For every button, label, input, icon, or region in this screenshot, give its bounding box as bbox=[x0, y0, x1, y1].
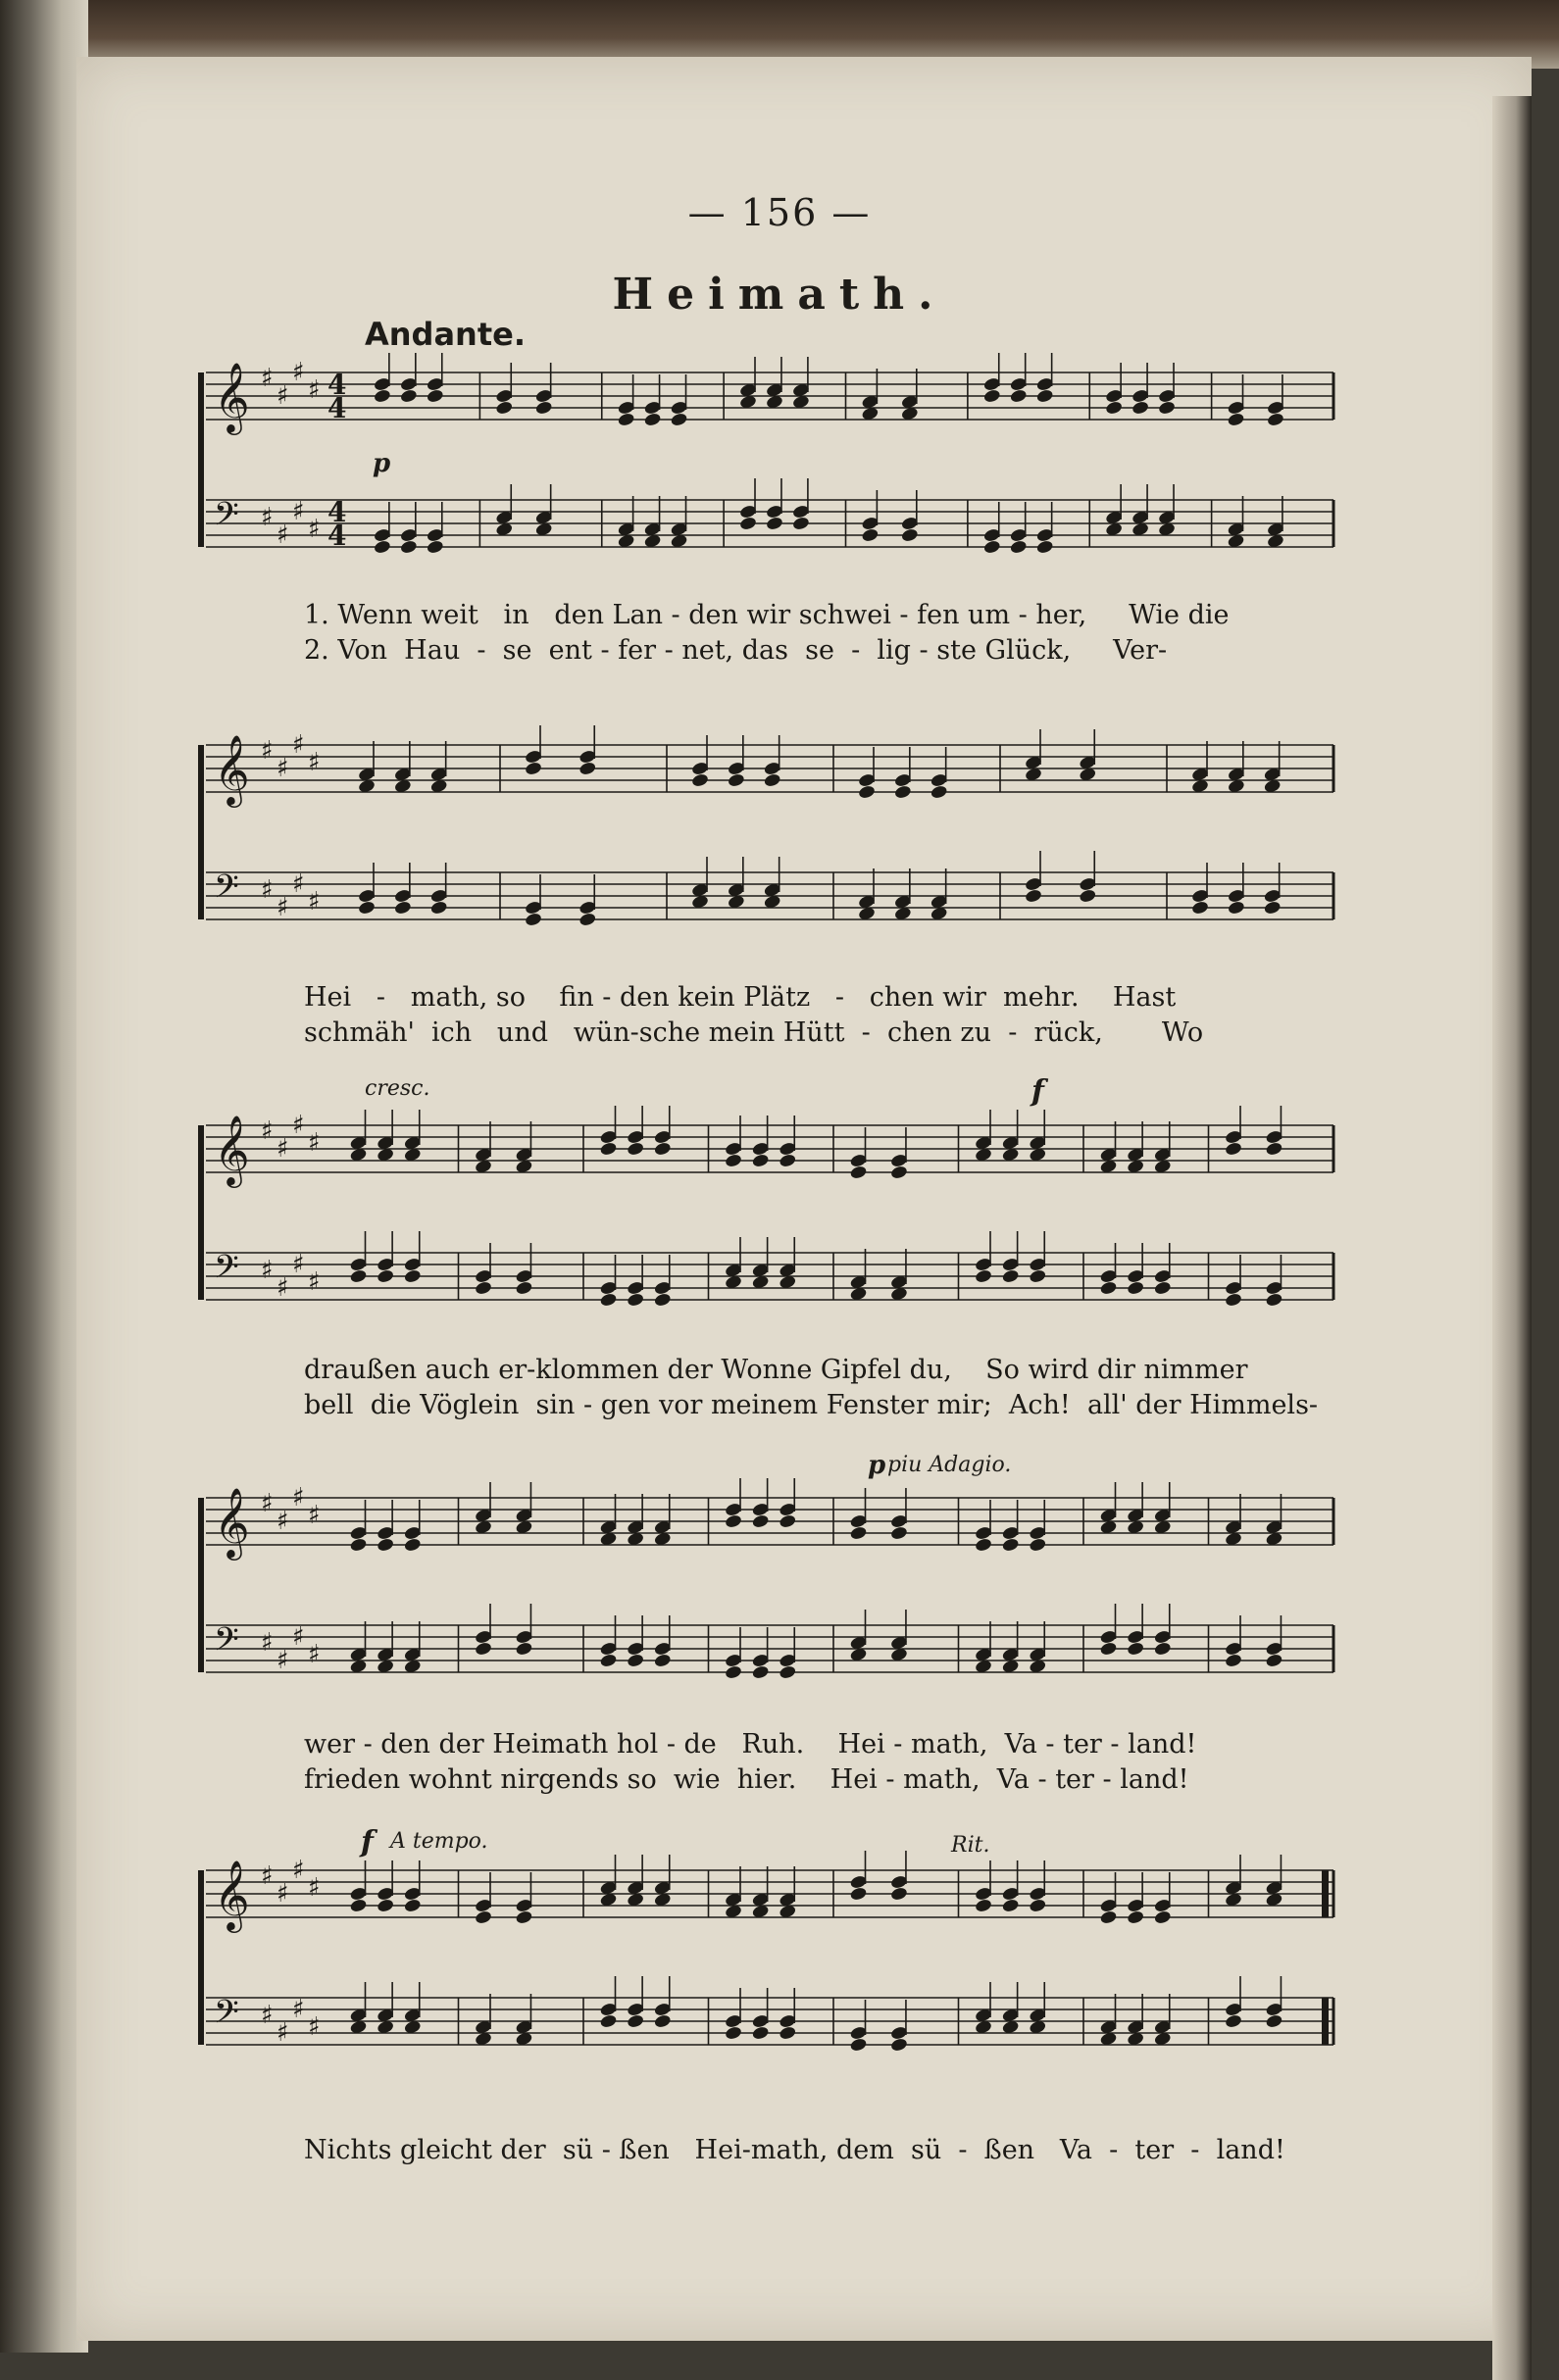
sharp-icon: ♯ bbox=[261, 736, 274, 766]
treble-clef-icon: 𝄞 bbox=[214, 1859, 250, 1930]
note-head bbox=[495, 400, 514, 416]
note-head bbox=[975, 1537, 993, 1553]
note-head bbox=[426, 539, 444, 555]
note-head bbox=[1158, 400, 1177, 416]
note-head bbox=[373, 539, 391, 555]
note-head bbox=[403, 1537, 422, 1553]
note-head bbox=[751, 1664, 770, 1680]
note-head bbox=[779, 1153, 797, 1168]
bass-clef-icon: 𝄢 bbox=[214, 1621, 239, 1666]
note-head bbox=[1267, 412, 1285, 427]
staff-system-3 bbox=[196, 1106, 1343, 1351]
dynamic-f-2: f bbox=[361, 1825, 374, 1859]
note-head bbox=[975, 1898, 993, 1913]
treble-clef-icon: 𝄞 bbox=[214, 361, 250, 432]
note-head bbox=[1035, 388, 1054, 404]
note-head bbox=[399, 539, 418, 555]
note-head bbox=[475, 1641, 493, 1657]
note-head bbox=[751, 2025, 770, 2041]
sharp-icon: ♯ bbox=[277, 1879, 289, 1909]
tempo-a-tempo: A tempo. bbox=[390, 1829, 488, 1854]
note-head bbox=[751, 1153, 770, 1168]
sharp-icon: ♯ bbox=[292, 497, 305, 526]
note-head bbox=[515, 1641, 533, 1657]
note-head bbox=[1001, 1268, 1020, 1284]
note-head bbox=[349, 1268, 368, 1284]
note-head bbox=[930, 784, 948, 800]
note-head bbox=[534, 400, 553, 416]
note-head bbox=[858, 784, 877, 800]
staff-system-2 bbox=[196, 725, 1343, 970]
note-head bbox=[617, 412, 635, 427]
note-head bbox=[373, 388, 391, 404]
note-head bbox=[653, 1292, 672, 1308]
sharp-icon: ♯ bbox=[308, 887, 321, 917]
note-head bbox=[349, 1537, 368, 1553]
sharp-icon: ♯ bbox=[277, 754, 289, 783]
sharp-icon: ♯ bbox=[277, 1507, 289, 1536]
note-head bbox=[653, 1141, 672, 1157]
treble-clef-icon: 𝄞 bbox=[214, 733, 250, 805]
bass-clef-icon: 𝄢 bbox=[214, 868, 239, 914]
dynamic-cresc: cresc. bbox=[365, 1076, 430, 1101]
sharp-icon: ♯ bbox=[308, 1873, 321, 1903]
music-system-3 bbox=[196, 1106, 1343, 1351]
note-head bbox=[403, 1898, 422, 1913]
note-head bbox=[1225, 1292, 1243, 1308]
note-head bbox=[725, 2025, 743, 2041]
sharp-icon: ♯ bbox=[277, 1273, 289, 1303]
note-head bbox=[627, 2013, 645, 2029]
music-system-2 bbox=[196, 725, 1343, 970]
note-head bbox=[349, 1898, 368, 1913]
sharp-icon: ♯ bbox=[308, 1501, 321, 1530]
note-head bbox=[1263, 900, 1282, 916]
note-head bbox=[393, 900, 412, 916]
music-system-1 bbox=[196, 353, 1343, 598]
note-head bbox=[599, 1653, 618, 1668]
note-head bbox=[890, 1525, 909, 1541]
note-head bbox=[900, 527, 919, 543]
note-head bbox=[653, 1653, 672, 1668]
note-head bbox=[893, 784, 912, 800]
music-system-5 bbox=[196, 1851, 1343, 2096]
lyrics-system3-verse1: draußen auch er-klommen der Wonne Gipfel du, So wird dir nimmer bbox=[304, 1355, 1248, 1385]
note-head bbox=[1265, 1141, 1283, 1157]
system-bracket bbox=[198, 372, 204, 547]
music-system-4 bbox=[196, 1478, 1343, 1723]
sharp-icon: ♯ bbox=[292, 1622, 305, 1652]
note-head bbox=[653, 2013, 672, 2029]
note-head bbox=[890, 1165, 909, 1180]
note-head bbox=[861, 527, 880, 543]
note-head bbox=[1001, 1537, 1020, 1553]
note-head bbox=[1105, 400, 1124, 416]
dynamic-p: p bbox=[373, 449, 391, 478]
note-head bbox=[1025, 888, 1043, 904]
note-head bbox=[1127, 1909, 1145, 1925]
note-head bbox=[1132, 400, 1150, 416]
time-signature: 4 bbox=[327, 392, 347, 424]
note-head bbox=[763, 772, 781, 788]
bass-clef-icon: 𝄢 bbox=[214, 1994, 239, 2039]
note-head bbox=[849, 1886, 868, 1902]
note-head bbox=[1035, 539, 1054, 555]
book-spine-edge bbox=[0, 0, 88, 2353]
note-head bbox=[399, 388, 418, 404]
treble-clef-icon: 𝄞 bbox=[214, 1114, 250, 1185]
note-head bbox=[1153, 1280, 1172, 1296]
sharp-icon: ♯ bbox=[292, 1250, 305, 1279]
note-head bbox=[578, 912, 597, 927]
sharp-icon: ♯ bbox=[292, 1856, 305, 1885]
sharp-icon: ♯ bbox=[277, 521, 289, 550]
lyrics-system2-verse2: schmäh' ich und wün-sche mein Hütt - chen zu - rück, Wo bbox=[304, 1017, 1204, 1048]
sharp-icon: ♯ bbox=[261, 1861, 274, 1891]
note-head bbox=[1127, 1641, 1145, 1657]
lyrics-system1-verse1: 1. Wenn weit in den Lan - den wir schwei - fen um - her, Wie die bbox=[304, 600, 1230, 630]
note-head bbox=[1029, 1268, 1047, 1284]
note-head bbox=[515, 1280, 533, 1296]
lyrics-system4-verse2: frieden wohnt nirgends so wie hier. Hei - math, Va - ter - land! bbox=[304, 1764, 1189, 1795]
note-head bbox=[691, 772, 710, 788]
treble-clef-icon: 𝄞 bbox=[214, 1486, 250, 1558]
note-head bbox=[403, 1268, 422, 1284]
note-head bbox=[525, 912, 543, 927]
dynamic-p-2: p bbox=[868, 1451, 886, 1480]
sharp-icon: ♯ bbox=[277, 381, 289, 411]
staff-system-5 bbox=[196, 1851, 1343, 2096]
sharp-icon: ♯ bbox=[261, 2001, 274, 2030]
note-head bbox=[1009, 388, 1028, 404]
note-head bbox=[627, 1292, 645, 1308]
lyrics-system3-verse2: bell die Vöglein sin - gen vor meinem Fenster mir; Ach! all' der Himmels- bbox=[304, 1390, 1319, 1420]
sharp-icon: ♯ bbox=[261, 1628, 274, 1658]
note-head bbox=[791, 516, 810, 531]
note-head bbox=[1099, 1641, 1118, 1657]
note-head bbox=[599, 1141, 618, 1157]
note-head bbox=[1265, 1292, 1283, 1308]
sharp-icon: ♯ bbox=[292, 1995, 305, 2024]
sharp-icon: ♯ bbox=[261, 875, 274, 905]
note-head bbox=[1225, 1653, 1243, 1668]
note-head bbox=[727, 772, 745, 788]
note-head bbox=[751, 1513, 770, 1529]
note-head bbox=[1153, 1909, 1172, 1925]
time-signature: 4 bbox=[327, 520, 347, 552]
sharp-icon: ♯ bbox=[261, 1489, 274, 1518]
sharp-icon: ♯ bbox=[308, 2012, 321, 2042]
note-head bbox=[1001, 1898, 1020, 1913]
staff-system-4 bbox=[196, 1478, 1343, 1723]
note-head bbox=[1265, 2013, 1283, 2029]
note-head bbox=[599, 1292, 618, 1308]
note-head bbox=[725, 1153, 743, 1168]
note-head bbox=[377, 1898, 395, 1913]
note-head bbox=[515, 1909, 533, 1925]
sharp-icon: ♯ bbox=[308, 1267, 321, 1297]
note-head bbox=[739, 516, 758, 531]
note-head bbox=[849, 2037, 868, 2053]
note-head bbox=[779, 2025, 797, 2041]
bass-clef-icon: 𝄢 bbox=[214, 496, 239, 541]
note-head bbox=[1099, 1909, 1118, 1925]
sharp-icon: ♯ bbox=[277, 893, 289, 922]
page-number: — 156 — bbox=[687, 191, 872, 234]
note-head bbox=[377, 1268, 395, 1284]
lyrics-system1-verse2: 2. Von Hau - se ent - fer - net, das se - lig - ste Glück, Ver- bbox=[304, 635, 1168, 666]
note-head bbox=[779, 1513, 797, 1529]
note-head bbox=[377, 1537, 395, 1553]
bass-clef-icon: 𝄢 bbox=[214, 1249, 239, 1294]
sharp-icon: ♯ bbox=[261, 1256, 274, 1285]
page-edge bbox=[1492, 96, 1532, 2380]
sharp-icon: ♯ bbox=[261, 1116, 274, 1146]
note-head bbox=[975, 1268, 993, 1284]
lyrics-system2-verse1: Hei - math, so fin - den kein Plätz - chen wir mehr. Hast bbox=[304, 982, 1177, 1013]
sharp-icon: ♯ bbox=[292, 358, 305, 387]
sharp-icon: ♯ bbox=[292, 869, 305, 899]
note-head bbox=[525, 761, 543, 776]
note-head bbox=[1225, 1141, 1243, 1157]
note-head bbox=[849, 1165, 868, 1180]
sharp-icon: ♯ bbox=[308, 1128, 321, 1158]
note-head bbox=[1265, 1653, 1283, 1668]
system-bracket bbox=[198, 1870, 204, 2045]
sharp-icon: ♯ bbox=[308, 1640, 321, 1669]
sharp-icon: ♯ bbox=[308, 515, 321, 544]
note-head bbox=[725, 1513, 743, 1529]
system-bracket bbox=[198, 1125, 204, 1300]
sharp-icon: ♯ bbox=[261, 503, 274, 532]
tempo-piu-adagio: piu Adagio. bbox=[887, 1453, 1012, 1477]
note-head bbox=[1029, 1537, 1047, 1553]
system-bracket bbox=[198, 745, 204, 919]
song-title: Heimath. bbox=[612, 270, 947, 320]
sharp-icon: ♯ bbox=[308, 375, 321, 405]
lyrics-system4-verse1: wer - den der Heimath hol - de Ruh. Hei - math, Va - ter - land! bbox=[304, 1729, 1197, 1760]
staff-system-1 bbox=[196, 353, 1343, 598]
note-head bbox=[1079, 888, 1097, 904]
system-bracket bbox=[198, 1498, 204, 1672]
sharp-icon: ♯ bbox=[292, 1111, 305, 1140]
note-head bbox=[627, 1653, 645, 1668]
final-bar bbox=[1322, 1870, 1329, 1917]
sharp-icon: ♯ bbox=[277, 1646, 289, 1675]
note-head bbox=[766, 516, 784, 531]
note-head bbox=[890, 2037, 909, 2053]
tempo-marking-andante: Andante. bbox=[365, 316, 526, 353]
note-head bbox=[890, 1886, 909, 1902]
note-head bbox=[475, 1280, 493, 1296]
note-head bbox=[627, 1141, 645, 1157]
sharp-icon: ♯ bbox=[308, 748, 321, 777]
note-head bbox=[1127, 1280, 1145, 1296]
note-head bbox=[779, 1664, 797, 1680]
tempo-rit: Rit. bbox=[951, 1833, 990, 1858]
sharp-icon: ♯ bbox=[277, 1134, 289, 1164]
sharp-icon: ♯ bbox=[292, 1483, 305, 1512]
note-head bbox=[1153, 1641, 1172, 1657]
note-head bbox=[1191, 900, 1210, 916]
note-head bbox=[475, 1909, 493, 1925]
note-head bbox=[1225, 2013, 1243, 2029]
note-head bbox=[643, 412, 662, 427]
sharp-icon: ♯ bbox=[261, 364, 274, 393]
time-signature: 4 bbox=[327, 369, 347, 401]
final-bar bbox=[1322, 1998, 1329, 2045]
dynamic-f: f bbox=[1031, 1074, 1044, 1109]
sharp-icon: ♯ bbox=[292, 730, 305, 760]
note-head bbox=[725, 1664, 743, 1680]
note-head bbox=[1099, 1280, 1118, 1296]
note-head bbox=[599, 2013, 618, 2029]
note-head bbox=[1227, 412, 1245, 427]
note-head bbox=[426, 388, 444, 404]
note-head bbox=[849, 1525, 868, 1541]
note-head bbox=[1009, 539, 1028, 555]
lyrics-system5-verse1: Nichts gleicht der sü - ßen Hei-math, dem sü - ßen Va - ter - land! bbox=[304, 2135, 1285, 2165]
time-signature: 4 bbox=[327, 496, 347, 528]
note-head bbox=[670, 412, 688, 427]
note-head bbox=[982, 388, 1001, 404]
note-head bbox=[578, 761, 597, 776]
sharp-icon: ♯ bbox=[277, 2018, 289, 2048]
note-head bbox=[429, 900, 448, 916]
note-head bbox=[982, 539, 1001, 555]
note-head bbox=[358, 900, 377, 916]
note-head bbox=[1029, 1898, 1047, 1913]
note-head bbox=[1227, 900, 1245, 916]
